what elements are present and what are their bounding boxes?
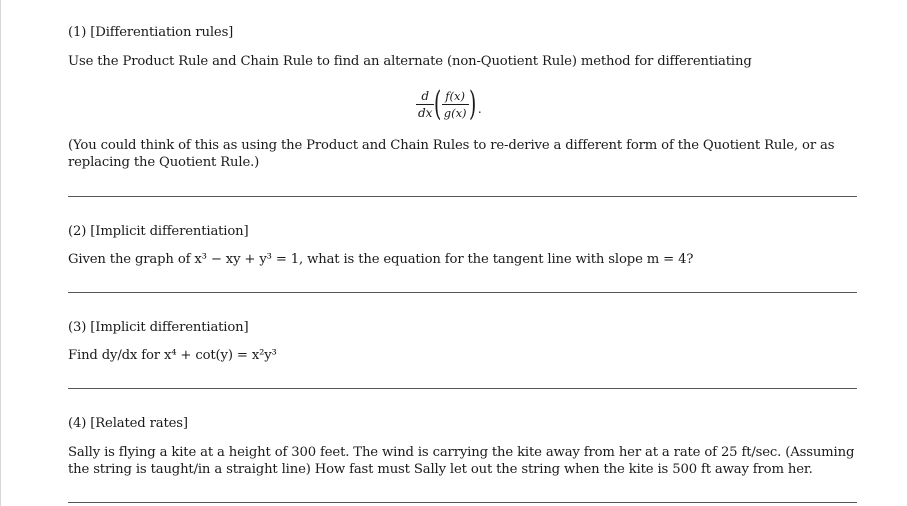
problem-1-heading: (1) [Differentiation rules] <box>68 25 234 40</box>
expression-period: . <box>477 102 482 116</box>
divider-1 <box>68 196 857 197</box>
problem-1-text: Use the Product Rule and Chain Rule to find an alternate (non-Quotient Rule) method for differentiating <box>68 54 752 69</box>
quotient-denominator: g(x) <box>443 105 467 120</box>
problem-2-text: Given the graph of x³ − xy + y³ = 1, what is the equation for the tangent line with slope m = 4? <box>68 252 694 267</box>
quotient-derivative-expression <box>416 82 482 126</box>
derivative-numerator: d <box>421 88 430 103</box>
derivative-denominator: dx <box>418 105 433 120</box>
problem-3-body <box>68 347 858 364</box>
quotient-numerator: f(x) <box>445 88 465 103</box>
problem-3 <box>68 319 858 336</box>
quotient-fraction <box>442 89 469 120</box>
left-paren: ( <box>434 84 442 124</box>
problem-4-heading: (4) [Related rates] <box>68 416 188 431</box>
divider-3 <box>68 388 857 389</box>
problem-1-body <box>68 53 858 70</box>
problem-2-body <box>68 251 858 268</box>
problem-1-note: (You could think of this as using the Product and Chain Rules to re-derive a different form of the Quotient Rule, or as replacing the Quotient Rule.) <box>68 138 835 170</box>
problem-1-note-block <box>68 137 858 171</box>
problem-3-text: Find dy/dx for x⁴ + cot(y) = x²y³ <box>68 348 277 363</box>
problem-3-heading: (3) [Implicit differentiation] <box>68 320 249 335</box>
problem-4-body <box>68 444 858 478</box>
problem-2-heading: (2) [Implicit differentiation] <box>68 224 249 239</box>
derivative-operator <box>416 89 434 120</box>
divider-2 <box>68 292 857 293</box>
problem-4 <box>68 415 858 432</box>
problem-2 <box>68 223 858 240</box>
problem-4-text: Sally is flying a kite at a height of 300 feet. The wind is carrying the kite away from her at a rate of 25 ft/sec. (Assuming the string is taught/in a straight line) How fast must Sally let out the string when the kite is 500 ft away from her. <box>68 445 855 477</box>
right-paren: ) <box>468 84 476 124</box>
divider-4 <box>68 502 857 503</box>
problem-1 <box>68 24 858 41</box>
